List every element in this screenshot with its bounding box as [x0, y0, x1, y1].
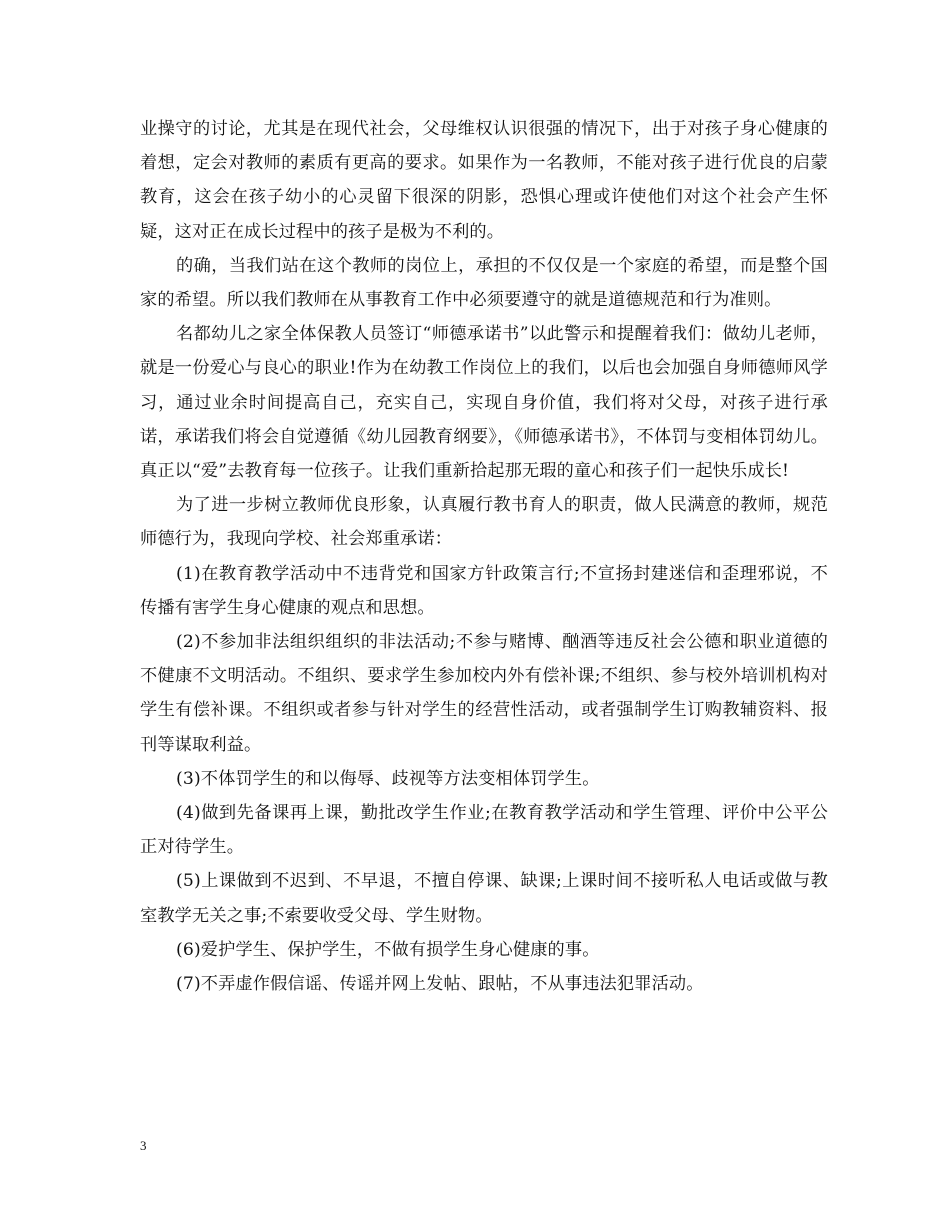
document-body: [140, 112, 828, 1001]
pledge-item-3: (3)不体罚学生的和以侮辱、歧视等方法变相体罚学生。: [176, 768, 600, 789]
pledge-item-4: (4)做到先备课再上课，勤批改学生作业;在教育教学活动和学生管理、评价中公平公正对待学生。: [140, 803, 828, 858]
page-number: 3: [140, 1138, 147, 1153]
pledge-item-1: (1)在教育教学活动中不违背党和国家方针政策言行;不宣扬封建迷信和歪理邪说，不传播有害学生身心健康的观点和思想。: [140, 563, 828, 618]
pledge-item-2: (2)不参加非法组织组织的非法活动;不参与赌博、酗酒等违反社会公德和职业道德的不健康不文明活动。不组织、要求学生参加校内外有偿补课;不组织、参与校外培训机构对学生有偿补课。不组织或者参与针对学生的经营性活动，或者强制学生订购教辅资料、报刊等谋取利益。: [140, 632, 828, 755]
pledge-item-7: (7)不弄虚作假信谣、传谣并网上发帖、跟帖，不从事违法犯罪活动。: [176, 974, 704, 995]
paragraph-1: 业操守的讨论，尤其是在现代社会，父母维权认识很强的情况下，出于对孩子身心健康的着想，定会对教师的素质有更高的要求。如果作为一名教师，不能对孩子进行优良的启蒙教育，这会在孩子幼小的心灵留下很深的阴影，恐惧心理或许使他们对这个社会产生怀疑，这对正在成长过程中的孩子是极为不利的。: [140, 119, 828, 242]
pledge-item-5: (5)上课做到不迟到、不早退，不擅自停课、缺课;上课时间不接听私人电话或做与教室教学无关之事;不索要收受父母、学生财物。: [140, 871, 828, 926]
pledge-item-6: (6)爱护学生、保护学生，不做有损学生身心健康的事。: [176, 939, 600, 960]
paragraph-4: 为了进一步树立教师优良形象，认真履行教书育人的职责，做人民满意的教师，规范师德行为，我现向学校、社会郑重承诺：: [140, 495, 828, 550]
paragraph-2: 的确，当我们站在这个教师的岗位上，承担的不仅仅是一个家庭的希望，而是整个国家的希望。所以我们教师在从事教育工作中必须要遵守的就是道德规范和行为准则。: [140, 255, 828, 311]
paragraph-3: 名都幼儿之家全体保教人员签订“师德承诺书”以此警示和提醒着我们：做幼儿老师，就是一份爱心与良心的职业!作为在幼教工作岗位上的我们，以后也会加强自身师德师风学习，通过业余时间提高自己，充实自己，实现自身价值，我们将对父母，对孩子进行承诺，承诺我们将会自觉遵循《幼儿园教育纲要》，《师德承诺书》，不体罚与变相体罚幼儿。真正以“爱”去教育每一位孩子。让我们重新拾起那无瑕的童心和孩子们一起快乐成长!: [140, 324, 828, 482]
